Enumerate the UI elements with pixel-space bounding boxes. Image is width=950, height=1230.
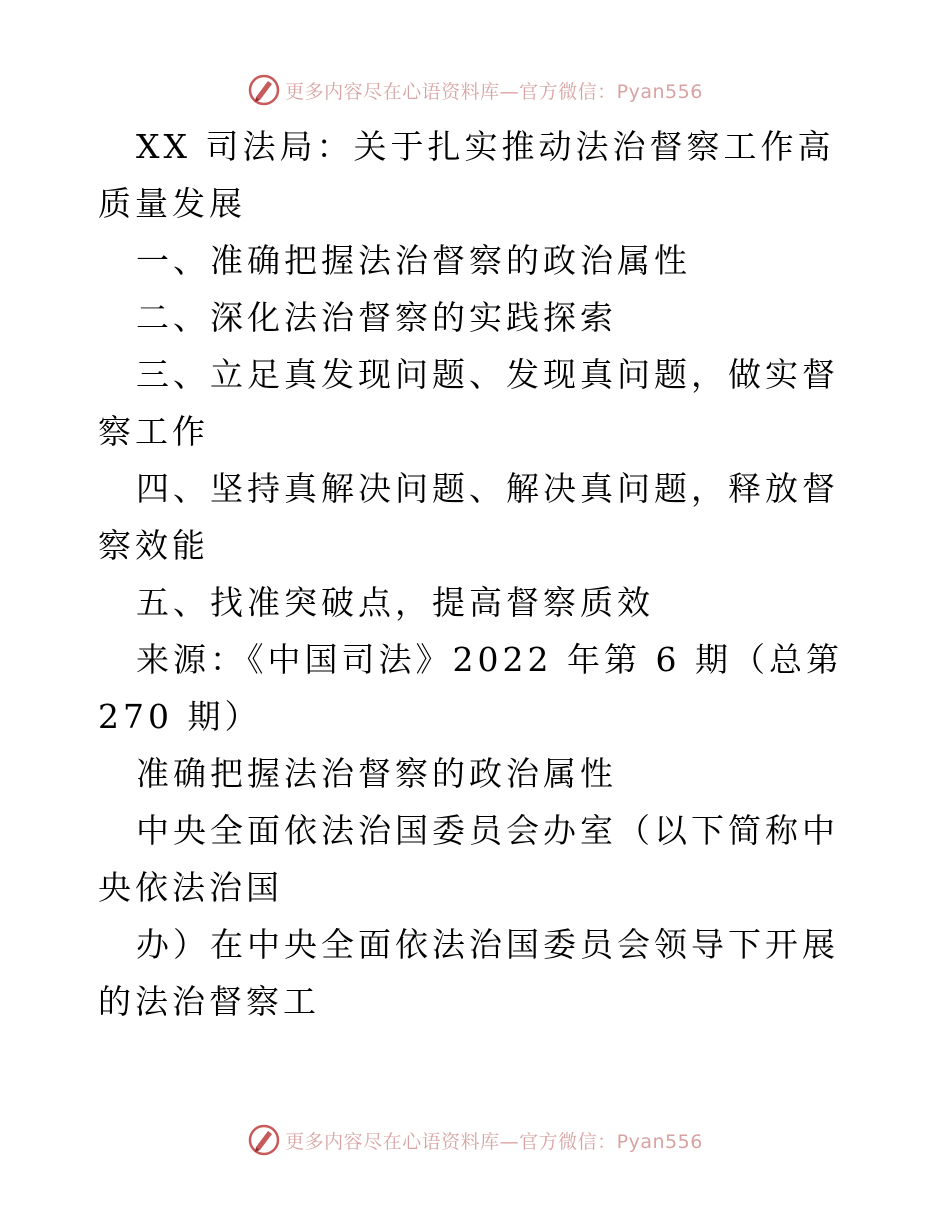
footer-watermark-text: 更多内容尽在心语资料库—官方微信：Pyan556 [285, 1130, 703, 1153]
document-title: XX 司法局：关于扎实推动法治督察工作高质量发展 [98, 127, 835, 223]
section-heading-5: 五、找准突破点，提高督察质效 [136, 583, 654, 622]
document-body [98, 118, 858, 1030]
body-paragraph: 办）在中央全面依法治国委员会领导下开展的法治督察工 [98, 925, 839, 1021]
pen-logo-icon [247, 1123, 281, 1157]
footer-watermark-banner [0, 1120, 950, 1160]
header-watermark-text: 更多内容尽在心语资料库—官方微信：Pyan556 [285, 80, 703, 103]
body-paragraph: 中央全面依法治国委员会办室（以下简称中央依法治国 [98, 811, 839, 907]
header-watermark-banner [0, 70, 950, 110]
section-heading-2: 二、深化法治督察的实践探索 [136, 298, 617, 337]
pen-logo-icon [247, 73, 281, 107]
body-heading: 准确把握法治督察的政治属性 [136, 754, 617, 793]
section-heading-4: 四、坚持真解决问题、解决真问题，释放督察效能 [98, 469, 839, 565]
source-citation: 来源：《中国司法》2022 年第 6 期（总第 270 期） [98, 640, 843, 736]
section-heading-1: 一、准确把握法治督察的政治属性 [136, 241, 691, 280]
section-heading-3: 三、立足真发现问题、发现真问题，做实督察工作 [98, 355, 839, 451]
